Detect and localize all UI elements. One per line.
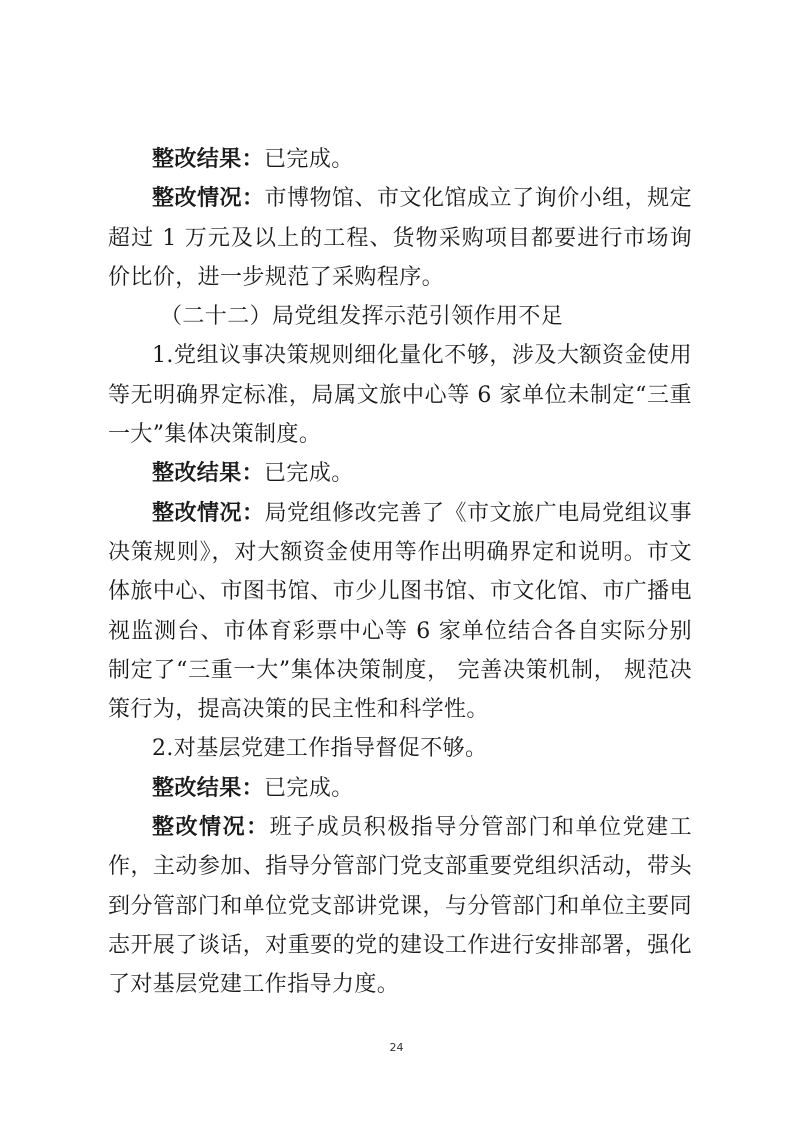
section-heading-text: （二十二）局党组发挥示范引领作用不足 <box>160 304 564 330</box>
paragraph-label: 整改结果： <box>152 147 265 172</box>
paragraph-text: 市博物馆、市文化馆成立了询价小组，规定超过 1 万元及以上的工程、货物采购项目都要进行市场询价比价，进一步规范了采购程序。 <box>108 186 692 290</box>
paragraph-rectification-status <box>108 179 692 297</box>
paragraph-text: 局党组修改完善了《市文旅广电局党组议事决策规则》，对大额资金使用等作出明确界定和说明。市文体旅中心、市图书馆、市少儿图书馆、市文化馆、市广播电视监测台、市体育彩票中心等 6 家单位结合各自实际分别制定了“三重一大”集体决策制度， 完善决策机制， 规范决策行为，提高决策的民主性和科学性。 <box>108 500 692 723</box>
paragraph-label: 整改情况： <box>152 815 270 841</box>
page-number: 24 <box>389 1041 404 1054</box>
paragraph-text: 已完成。 <box>264 461 354 487</box>
issue-item-2 <box>108 729 692 768</box>
paragraph-rectification-result <box>108 769 692 808</box>
paragraph-text: 已完成。 <box>264 775 354 801</box>
paragraph-text: 已完成。 <box>264 147 354 172</box>
paragraph-label: 整改结果： <box>152 775 265 801</box>
section-heading <box>108 297 692 336</box>
paragraph-rectification-status <box>108 808 692 1004</box>
paragraph-rectification-status <box>108 494 692 730</box>
paragraph-text: 2.对基层党建工作指导督促不够。 <box>152 736 488 762</box>
paragraph-text: 班子成员积极指导分管部门和单位党建工作，主动参加、指导分管部门党支部重要党组织活动，带头到分管部门和单位党支部讲党课，与分管部门和单位主要同志开展了谈话，对重要的党的建设工作进行安排部署，强化了对基层党建工作指导力度。 <box>108 815 692 998</box>
paragraph-label: 整改情况： <box>152 500 265 526</box>
document-body <box>108 140 692 1005</box>
paragraph-rectification-result <box>108 140 692 179</box>
issue-item-1 <box>108 336 692 454</box>
paragraph-rectification-result <box>108 454 692 493</box>
paragraph-text: 1.党组议事决策规则细化量化不够，涉及大额资金使用等无明确界定标准，局属文旅中心等 6 家单位未制定“三重一大”集体决策制度。 <box>108 343 692 448</box>
paragraph-label: 整改结果： <box>152 461 265 487</box>
paragraph-label: 整改情况： <box>152 186 265 212</box>
